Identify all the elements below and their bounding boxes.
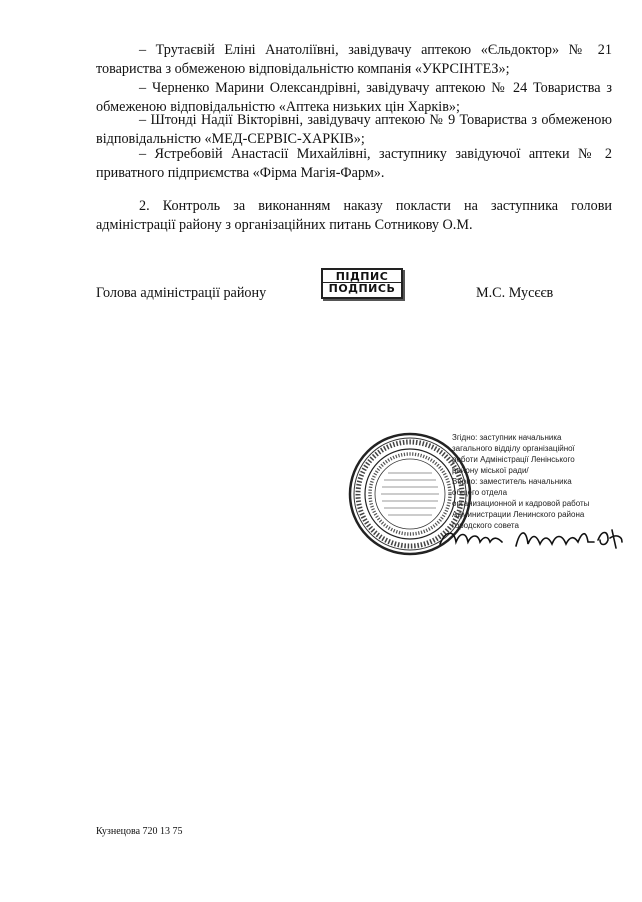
list-item-shtondi: – Штонді Надії Вікторівні, завідувачу аптекою № 9 Товариства з обмеженою відповідальністю «МЕД-СЕРВІС-ХАРКІВ»; — [96, 112, 612, 147]
cert-line: Згідно: заступник начальника — [452, 433, 562, 442]
signature-block — [96, 270, 612, 307]
cert-line: общего отдела — [452, 488, 508, 497]
cert-line: загального відділу організаційної — [452, 444, 575, 453]
list-item-trutaieva: – Трутаєвій Еліні Анатоліївні, завідувачу аптекою «Єльдоктор» № 21 товариства з обмеженою відповідальністю компанія «УКРСІНТЕЗ»; — [96, 42, 612, 77]
certification-seal-block — [340, 432, 630, 557]
cert-line: Администрации Ленинского района — [452, 510, 585, 519]
footer-contact: Кузнецова 720 13 75 — [96, 826, 183, 837]
stamp-line-1: ПІДПИС — [335, 270, 389, 283]
list-item-yastrebova: – Ястребовій Анастасії Михайлівні, заступнику завідуючої аптеки № 2 приватного підприємства «Фірма Магія-Фарм». — [96, 146, 612, 181]
signatory-name: М.С. Мусєєв — [476, 285, 554, 301]
cert-line: роботи Адміністрації Ленінського — [452, 455, 575, 464]
handwritten-signature — [436, 524, 626, 552]
certification-text — [452, 432, 632, 531]
signatory-title: Голова адміністрації району — [96, 285, 267, 301]
control-paragraph: 2. Контроль за виконанням наказу покласти на заступника голови адміністрації району з організаційних питань Сотникову О.М. — [96, 198, 612, 233]
cert-line: организационной и кадровой работы — [452, 499, 590, 508]
list-item-chernenko: – Черненко Марини Олександрівні, завідувачу аптекою № 24 Товариства з обмеженою відповідальністю «Аптека низьких цін Харків»; — [96, 80, 612, 115]
signature-stamp — [321, 268, 403, 299]
stamp-line-2: ПОДПИСЬ — [323, 282, 401, 294]
cert-line: району міської ради/ — [452, 466, 529, 475]
cert-line: Верно: заместитель начальника — [452, 477, 572, 486]
cert-line: городского совета — [452, 521, 519, 530]
